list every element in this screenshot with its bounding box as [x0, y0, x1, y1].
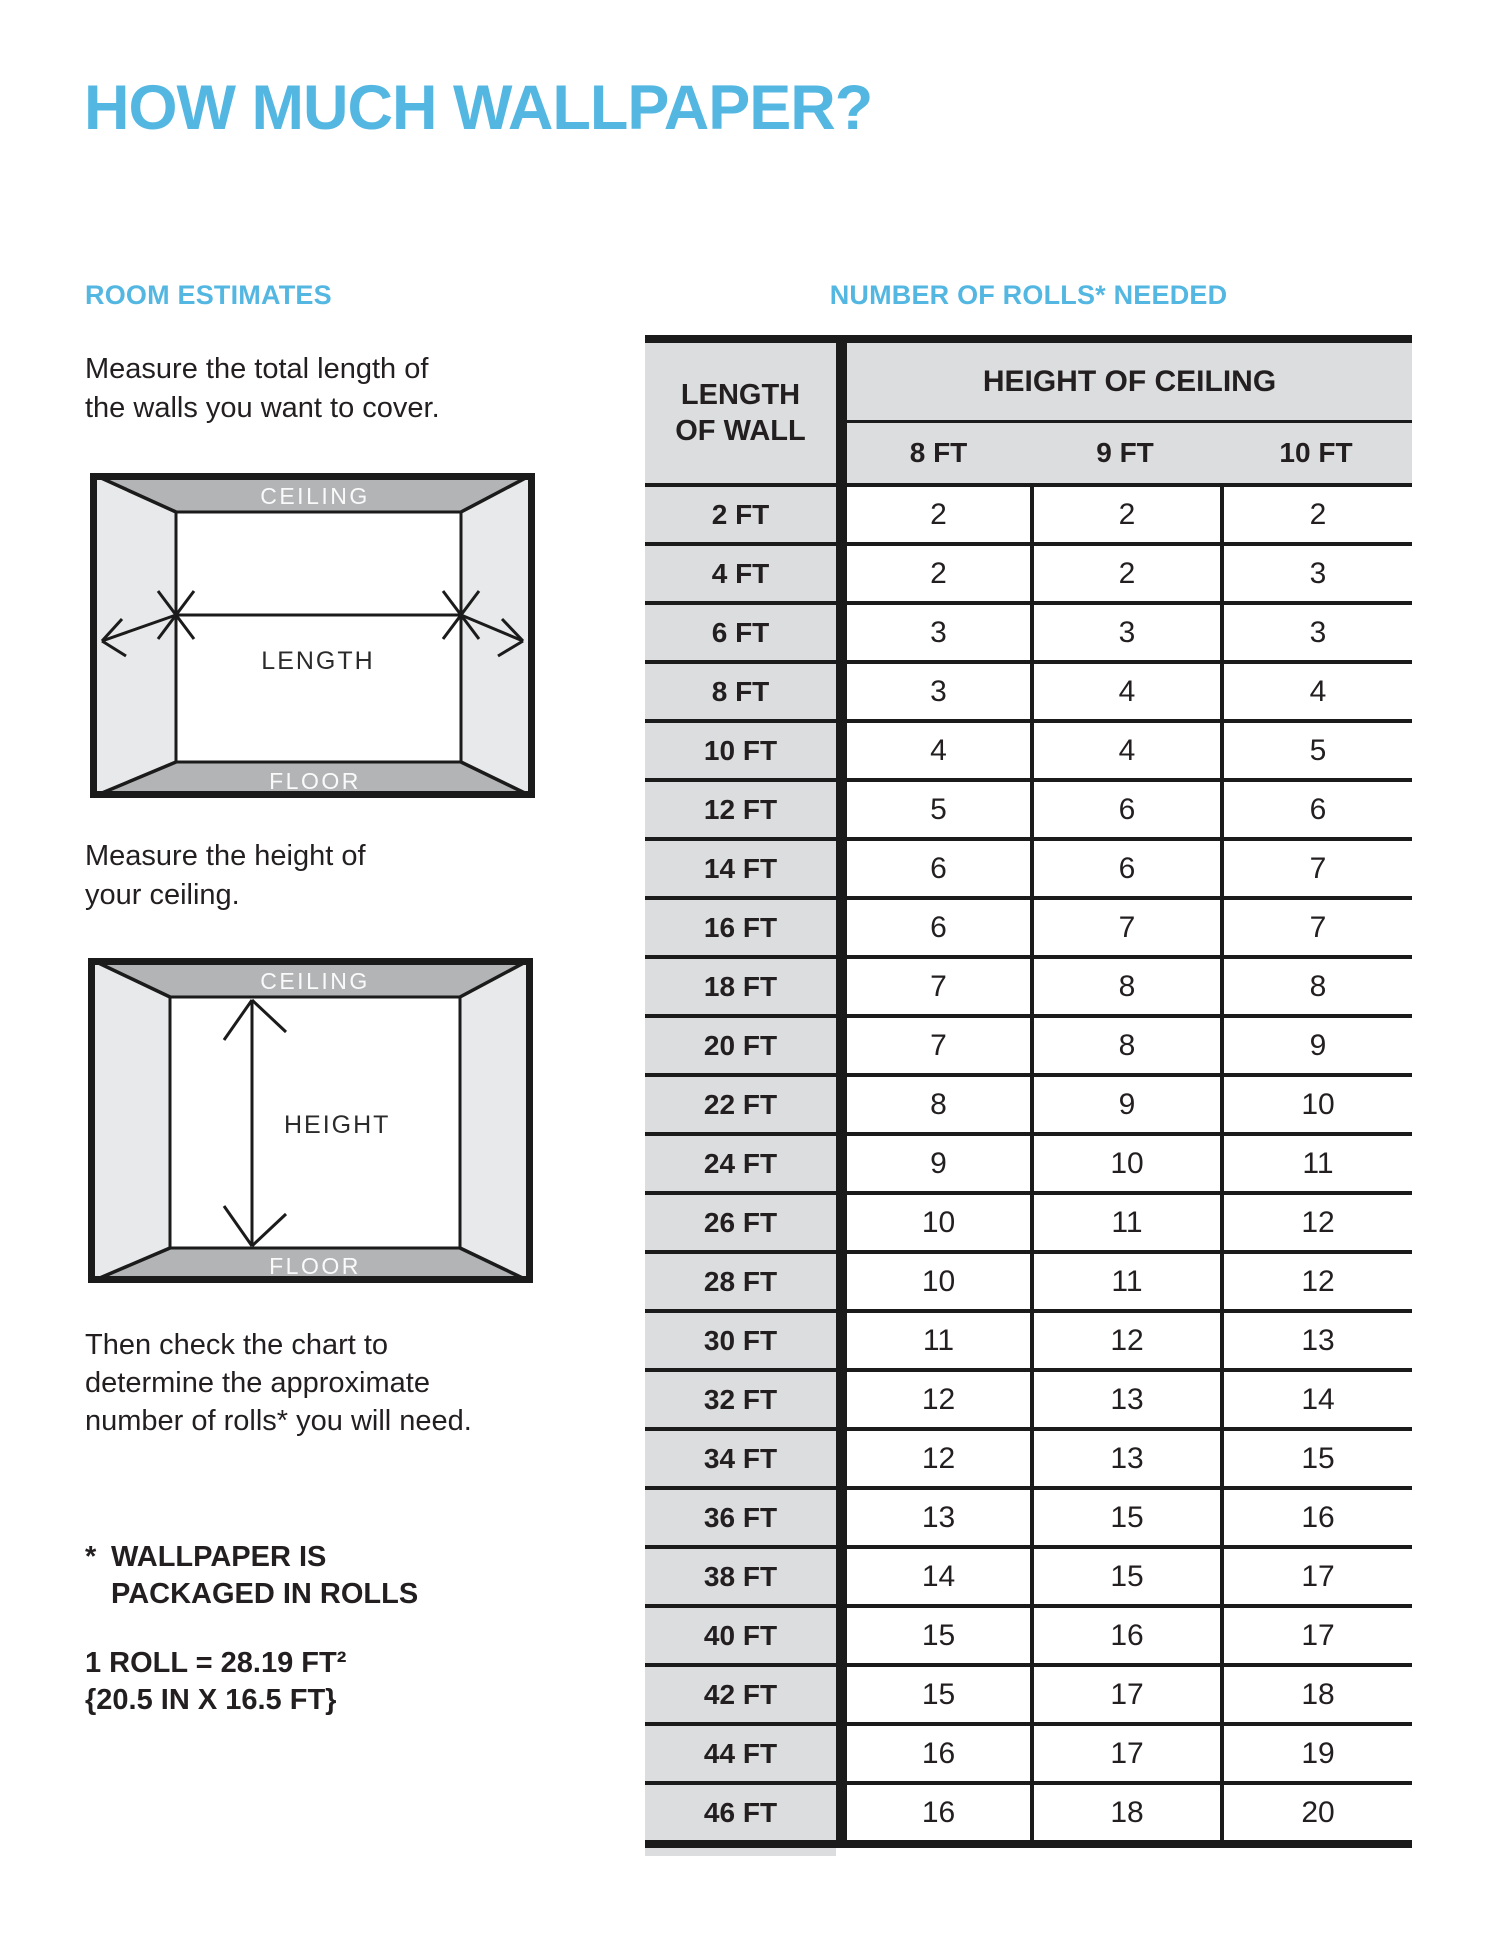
value-cell: 15 — [1030, 1545, 1220, 1604]
table-row — [645, 483, 1412, 542]
value-cell: 7 — [1220, 896, 1412, 955]
value-cell: 3 — [847, 660, 1030, 719]
value-cell: 7 — [1220, 837, 1412, 896]
value-cell: 3 — [1220, 601, 1412, 660]
rolls-table-heading: NUMBER OF ROLLS* NEEDED — [829, 280, 1228, 310]
value-cell: 2 — [847, 483, 1030, 542]
step-1-text — [85, 350, 440, 428]
value-cell: 13 — [847, 1486, 1030, 1545]
value-cell: 8 — [847, 1073, 1030, 1132]
value-cell: 3 — [1030, 601, 1220, 660]
value-cell: 9 — [1220, 1014, 1412, 1073]
row-header-cell: 28 FT — [645, 1250, 836, 1309]
value-cell: 10 — [847, 1250, 1030, 1309]
value-cell: 12 — [847, 1427, 1030, 1486]
table-row — [645, 1427, 1412, 1486]
table-bottom-border — [645, 1840, 1412, 1848]
row-header-cell: 8 FT — [645, 660, 836, 719]
step-1-line-1: Measure the total length of — [85, 353, 429, 385]
value-cell: 10 — [1220, 1073, 1412, 1132]
table-row — [645, 896, 1412, 955]
ceiling-label: CEILING — [260, 968, 370, 994]
right-wall-surface — [460, 958, 533, 1283]
value-cell: 17 — [1220, 1604, 1412, 1663]
table-row — [645, 1014, 1412, 1073]
page-title: HOW MUCH WALLPAPER? — [84, 73, 873, 143]
row-header-cell: 32 FT — [645, 1368, 836, 1427]
row-header-cell: 20 FT — [645, 1014, 836, 1073]
value-cell: 8 — [1030, 1014, 1220, 1073]
value-cell: 16 — [1220, 1486, 1412, 1545]
row-column-divider — [836, 1722, 847, 1781]
value-cell: 20 — [1220, 1781, 1412, 1840]
value-cell: 11 — [1030, 1191, 1220, 1250]
row-column-divider — [836, 1545, 847, 1604]
step-2-line-2: your ceiling. — [85, 879, 240, 911]
table-row — [645, 1722, 1412, 1781]
value-cell: 15 — [847, 1663, 1030, 1722]
table-row — [645, 1073, 1412, 1132]
row-header-title-line-1: LENGTH — [680, 379, 801, 411]
step-3-line-2: determine the approximate — [85, 1367, 430, 1399]
row-column-divider — [836, 778, 847, 837]
table-row — [645, 719, 1412, 778]
rolls-footnote — [85, 1539, 418, 1613]
row-header-cell: 40 FT — [645, 1604, 836, 1663]
value-cell: 15 — [1220, 1427, 1412, 1486]
value-cell: 7 — [847, 1014, 1030, 1073]
floor-label: FLOOR — [269, 768, 361, 794]
row-header-cell: 42 FT — [645, 1663, 836, 1722]
value-cell: 14 — [847, 1545, 1030, 1604]
value-cell: 5 — [847, 778, 1030, 837]
row-header-cell: 30 FT — [645, 1309, 836, 1368]
row-column-divider — [836, 1427, 847, 1486]
value-cell: 4 — [847, 719, 1030, 778]
row-column-divider — [836, 1014, 847, 1073]
row-header-title-line-2: OF WALL — [675, 415, 806, 447]
value-cell: 9 — [847, 1132, 1030, 1191]
value-cell: 13 — [1030, 1427, 1220, 1486]
value-cell: 11 — [847, 1309, 1030, 1368]
value-cell: 6 — [1220, 778, 1412, 837]
row-header-cell: 26 FT — [645, 1191, 836, 1250]
table-row — [645, 601, 1412, 660]
row-column-divider — [836, 1486, 847, 1545]
right-wall-surface — [461, 473, 535, 798]
footnote-line-2: PACKAGED IN ROLLS — [111, 1578, 419, 1610]
column-header-9ft: 9 FT — [1096, 437, 1154, 468]
table-row — [645, 1132, 1412, 1191]
column-header-10ft: 10 FT — [1279, 437, 1353, 468]
row-header-cell: 2 FT — [645, 483, 836, 542]
rolls-table — [645, 335, 1412, 1856]
step-1-line-2: the walls you want to cover. — [85, 392, 440, 424]
row-header-title — [645, 343, 836, 483]
table-row — [645, 542, 1412, 601]
table-row — [645, 955, 1412, 1014]
table-row — [645, 1250, 1412, 1309]
value-cell: 6 — [847, 896, 1030, 955]
step-2-line-1: Measure the height of — [85, 840, 366, 872]
row-column-divider — [836, 1309, 847, 1368]
value-cell: 12 — [847, 1368, 1030, 1427]
table-row — [645, 837, 1412, 896]
row-column-divider — [836, 1073, 847, 1132]
row-column-divider — [836, 483, 847, 542]
table-row — [645, 1663, 1412, 1722]
value-cell: 7 — [1030, 896, 1220, 955]
ceiling-label: CEILING — [260, 483, 370, 509]
value-cell: 18 — [1030, 1781, 1220, 1840]
row-column-divider — [836, 719, 847, 778]
row-column-divider — [836, 896, 847, 955]
row-header-cell: 14 FT — [645, 837, 836, 896]
back-wall — [176, 512, 461, 762]
value-cell: 12 — [1220, 1250, 1412, 1309]
row-header-cell: 4 FT — [645, 542, 836, 601]
value-cell: 5 — [1220, 719, 1412, 778]
value-cell: 8 — [1220, 955, 1412, 1014]
value-cell: 15 — [1030, 1486, 1220, 1545]
table-top-border — [645, 335, 1412, 343]
table-row — [645, 1309, 1412, 1368]
room-estimates-heading: ROOM ESTIMATES — [85, 280, 332, 310]
value-cell: 9 — [1030, 1073, 1220, 1132]
table-row — [645, 778, 1412, 837]
left-wall-surface — [90, 473, 176, 798]
table-row — [645, 1781, 1412, 1840]
column-headers — [847, 423, 1412, 483]
row-header-cell: 38 FT — [645, 1545, 836, 1604]
value-cell: 16 — [1030, 1604, 1220, 1663]
value-cell: 4 — [1030, 660, 1220, 719]
value-cell: 2 — [847, 542, 1030, 601]
value-cell: 16 — [847, 1781, 1030, 1840]
height-label: HEIGHT — [284, 1111, 391, 1139]
footnote-line-1: WALLPAPER IS — [111, 1541, 327, 1573]
table-row — [645, 1486, 1412, 1545]
value-cell: 18 — [1220, 1663, 1412, 1722]
table-header — [645, 343, 1412, 483]
value-cell: 13 — [1030, 1368, 1220, 1427]
table-row — [645, 1368, 1412, 1427]
value-cell: 13 — [1220, 1309, 1412, 1368]
row-header-cell: 44 FT — [645, 1722, 836, 1781]
value-cell: 16 — [847, 1722, 1030, 1781]
length-diagram — [90, 473, 535, 798]
table-body — [645, 483, 1412, 1840]
roll-size-note — [85, 1645, 346, 1719]
value-cell: 14 — [1220, 1368, 1412, 1427]
step-3-line-3: number of rolls* you will need. — [85, 1405, 472, 1437]
floor-label: FLOOR — [269, 1253, 361, 1279]
height-diagram — [88, 958, 533, 1283]
value-cell: 6 — [1030, 837, 1220, 896]
value-cell: 11 — [1030, 1250, 1220, 1309]
row-header-cell: 6 FT — [645, 601, 836, 660]
step-3-text — [85, 1326, 472, 1440]
table-row — [645, 1604, 1412, 1663]
value-cell: 6 — [1030, 778, 1220, 837]
value-cell: 10 — [1030, 1132, 1220, 1191]
roll-area-text: 1 ROLL = 28.19 FT² — [85, 1647, 347, 1679]
value-cell: 3 — [847, 601, 1030, 660]
row-column-divider — [836, 660, 847, 719]
table-row — [645, 660, 1412, 719]
value-cell: 17 — [1030, 1663, 1220, 1722]
row-column-divider — [836, 1250, 847, 1309]
row-header-cell: 12 FT — [645, 778, 836, 837]
value-cell: 12 — [1220, 1191, 1412, 1250]
length-label: LENGTH — [261, 647, 375, 675]
value-cell: 7 — [847, 955, 1030, 1014]
value-cell: 19 — [1220, 1722, 1412, 1781]
row-header-cell: 36 FT — [645, 1486, 836, 1545]
value-cell: 3 — [1220, 542, 1412, 601]
value-cell: 17 — [1030, 1722, 1220, 1781]
table-row — [645, 1545, 1412, 1604]
value-cell: 15 — [847, 1604, 1030, 1663]
step-3-line-1: Then check the chart to — [85, 1329, 389, 1361]
row-column-divider — [836, 837, 847, 896]
row-header-cell: 22 FT — [645, 1073, 836, 1132]
row-column-divider — [836, 601, 847, 660]
asterisk-marker: * — [85, 1541, 97, 1573]
row-column-divider — [836, 955, 847, 1014]
row-header-cell: 10 FT — [645, 719, 836, 778]
value-cell: 2 — [1030, 483, 1220, 542]
table-row — [645, 1191, 1412, 1250]
row-column-divider — [836, 1781, 847, 1840]
row-column-divider — [836, 1604, 847, 1663]
row-header-cell: 34 FT — [645, 1427, 836, 1486]
value-cell: 2 — [1030, 542, 1220, 601]
value-cell: 17 — [1220, 1545, 1412, 1604]
row-header-cell: 24 FT — [645, 1132, 836, 1191]
value-cell: 10 — [847, 1191, 1030, 1250]
row-column-divider — [836, 1132, 847, 1191]
row-header-cell: 46 FT — [645, 1781, 836, 1840]
header-column-divider — [836, 343, 847, 483]
value-cell: 4 — [1030, 719, 1220, 778]
row-header-cell: 16 FT — [645, 896, 836, 955]
value-cell: 2 — [1220, 483, 1412, 542]
column-header-8ft: 8 FT — [909, 437, 968, 468]
table-bottom-gray-stub — [645, 1848, 836, 1856]
value-cell: 8 — [1030, 955, 1220, 1014]
step-2-text — [85, 837, 366, 915]
row-header-cell: 18 FT — [645, 955, 836, 1014]
row-column-divider — [836, 1663, 847, 1722]
roll-dimensions-text: {20.5 IN X 16.5 FT} — [85, 1684, 337, 1716]
value-cell: 6 — [847, 837, 1030, 896]
row-column-divider — [836, 542, 847, 601]
group-header: HEIGHT OF CEILING — [847, 343, 1412, 423]
value-cell: 12 — [1030, 1309, 1220, 1368]
value-cell: 11 — [1220, 1132, 1412, 1191]
value-cell: 4 — [1220, 660, 1412, 719]
row-column-divider — [836, 1368, 847, 1427]
row-column-divider — [836, 1191, 847, 1250]
left-wall-surface — [88, 958, 170, 1283]
